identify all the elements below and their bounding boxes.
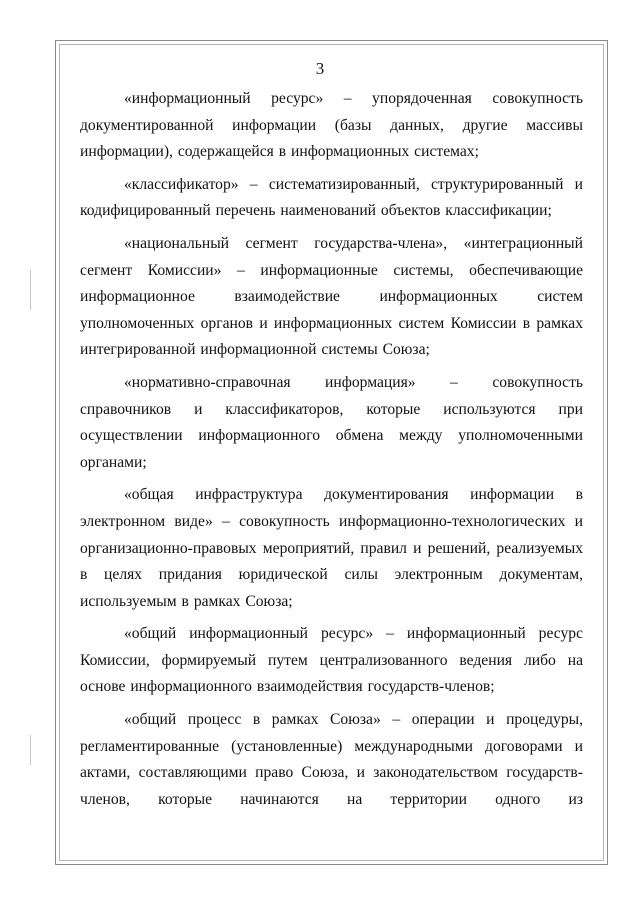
definition-reference-information: «нормативно-справочная информация» – совокупность справочников и классификаторов, которые используются при осуществлении информационного обмена между уполномоченными органами;	[80, 373, 583, 471]
definition-information-resource: «информационный ресурс» – упорядоченная совокупность документированной информации (базы данных, другие массивы информации), содержащейся в информационных системах;	[80, 90, 583, 161]
definition-national-segment: «национальный сегмент государства-члена», «интеграционный сегмент Комиссии» – информационные системы, обеспечивающие информационное взаимодействие информационных систем уполномоченных органов и информационных систем Комиссии в рамках интегрированной информационной системы Союза;	[80, 234, 583, 359]
definition-common-process: «общий процесс в рамках Союза» – операции и процедуры, регламентированные (установленные) международными договорами и актами, составляющими право Союза, и законодательством государств-членов, которые начинаются на территории одного из	[80, 711, 583, 808]
definition-classifier: «классификатор» – систематизированный, структурированный и кодифицированный перечень наименований объектов классификации;	[80, 175, 583, 220]
scan-edge-mark	[30, 735, 31, 765]
scan-edge-mark	[30, 270, 31, 310]
page-number: 3	[315, 59, 325, 78]
document-body	[80, 86, 583, 813]
definition-documentation-infrastructure: «общая инфраструктура документирования информации в электронном виде» – совокупность информационно-технологических и организационно-правовых мероприятий, правил и решений, реализуемых в целях придания юридической силы электронным документам, используемым в рамках Союза;	[80, 486, 583, 610]
definition-common-information-resource: «общий информационный ресурс» – информационный ресурс Комиссии, формируемый путем централизованного ведения либо на основе информационного взаимодействия государств-членов;	[80, 625, 583, 696]
